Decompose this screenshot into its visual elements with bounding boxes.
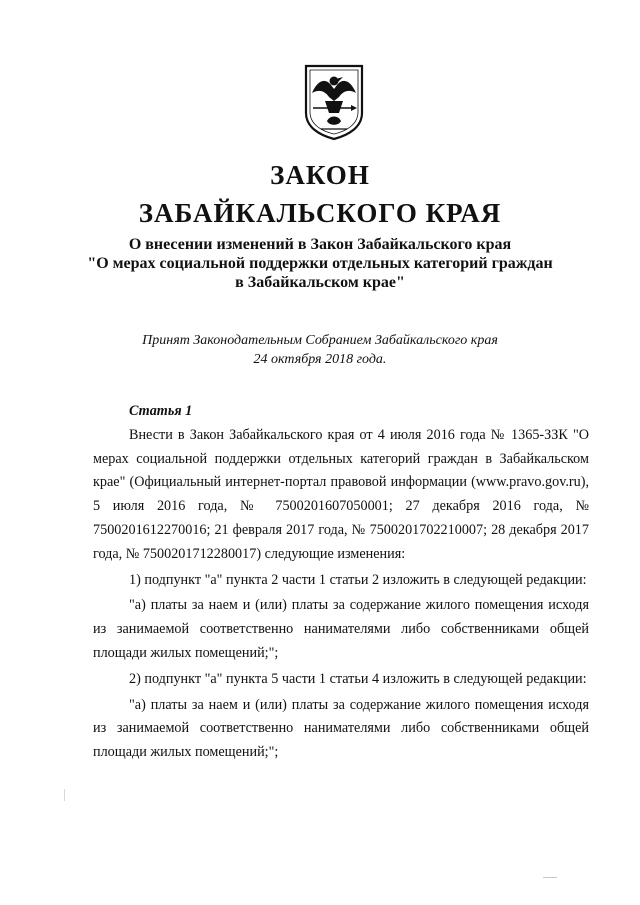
coat-of-arms-icon (303, 63, 365, 141)
adoption-date: 24 октября 2018 года. (253, 352, 387, 367)
scan-artifact (64, 789, 65, 801)
amendment-quote: "а) платы за наем и (или) платы за содержание жилого помещения исходя из занимаемой соответственно нанимателями либо собственниками общей площади жилых помещений;"; (93, 597, 589, 661)
article-heading: Статья 1 (129, 403, 193, 419)
amendment-item: 2) подпункт "а" пункта 5 части 1 статьи 4 изложить в следующей редакции: (129, 670, 587, 687)
adoption-line: Принят Законодательным Собранием Забайкальского края (142, 333, 498, 348)
subtitle-line: О внесении изменений в Закон Забайкальского края (128, 236, 512, 253)
amendment-quote: "а) платы за наем и (или) платы за содержание жилого помещения исходя из занимаемой соответственно нанимателями либо собственниками общей площади жилых помещений;"; (93, 696, 589, 761)
subtitle-line: в Забайкальском крае" (235, 274, 405, 291)
subtitle-line: "О мерах социальной поддержки отдельных категорий граждан (87, 255, 553, 272)
amendment-item: 1) подпункт "а" пункта 2 части 1 статьи 2 изложить в следующей редакции: (129, 571, 587, 588)
law-subtitle (60, 235, 580, 292)
scan-artifact (543, 877, 557, 878)
article-intro-paragraph: Внести в Закон Забайкальского края от 4 июля 2016 года № 1365-ЗЗК "О мерах социальной поддержки отдельных категорий граждан в Забайкальском крае" (Официальный интернет-портал правовой информации (www.pravo.gov.ru), 5 июля 2016 года, № 7500201607050001; 27 декабря 2016 года, № 7500201612270016; 21 февраля 2017 года, № 7500201702210007; 28 декабря 2017 года, № 7500201712280017) следующие изменения: (93, 426, 589, 562)
law-region-title: ЗАБАЙКАЛЬСКОГО КРАЯ (138, 198, 502, 228)
law-title: ЗАКОН (270, 160, 370, 190)
adoption-note (80, 331, 560, 369)
article-body (93, 400, 589, 765)
